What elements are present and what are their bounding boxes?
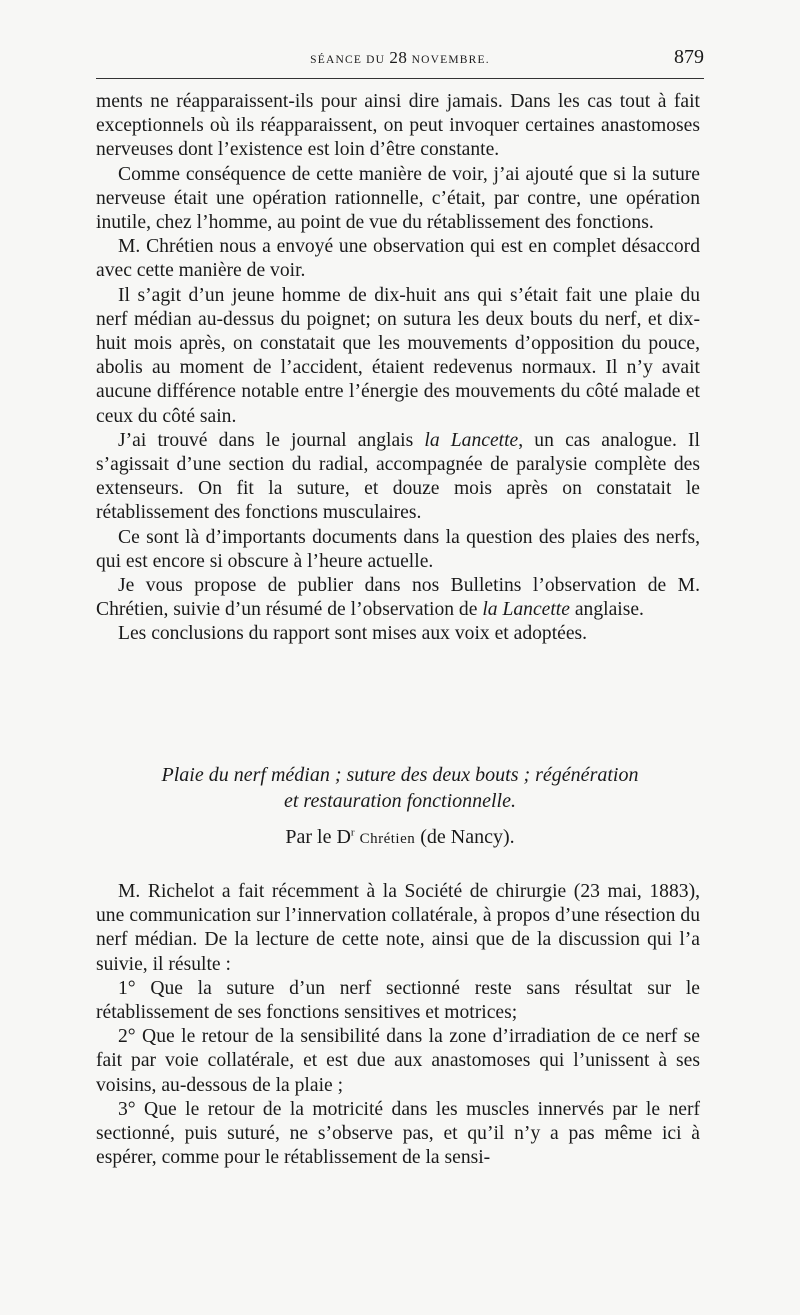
report-text <box>96 90 700 647</box>
paragraph: M. Richelot a fait récemment à la Société de chirurgie (23 mai, 1883), une communication sur l’innervation collatérale, à propos d’une résection du nerf médian. De la lecture de cette note, ainsi que de la discussion qui l’a suivie, il résulte : <box>96 881 700 975</box>
author-name: Chrétien <box>359 831 416 847</box>
running-title-month: NOVEMBRE. <box>411 54 490 66</box>
article-text <box>96 880 700 1170</box>
article-byline <box>96 826 704 849</box>
article-title-line: et restauration fonctionnelle. <box>283 790 516 812</box>
paragraph-text: J’ai trouvé dans le journal anglais <box>118 429 425 451</box>
paragraph: 1° Que la suture d’un nerf sectionné reste sans résultat sur le rétablissement de ses fonctions sensitives et motrices; <box>96 977 700 1024</box>
running-title <box>96 48 704 68</box>
paragraph <box>96 429 700 526</box>
article-title <box>96 762 704 814</box>
paragraph: Il s’agit d’un jeune homme de dix-huit ans qui s’était fait une plaie du nerf médian au-dessus du poignet; on sutura les deux bouts du nerf, et dix-huit mois après, on constatait que les mouvements d’opposition du pouce, abolis au moment de l’accident, étaient redevenus normaux. Il n’y avait aucune différence notable entre l’énergie des mouvements du côté malade et ceux du côté sain. <box>96 284 700 427</box>
paragraph: Ce sont là d’importants documents dans la question des plaies des nerfs, qui est encore si obscure à l’heure actuelle. <box>96 526 700 572</box>
journal-title: la Lancette <box>482 599 570 621</box>
running-title-day: 28 <box>389 48 408 67</box>
paragraph-text: anglaise. <box>569 599 644 621</box>
paragraph: 3° Que le retour de la motricité dans les muscles innervés par le nerf sectionné, puis suturé, ne s’observe pas, et qu’il n’y a pas même ici à espérer, comme pour le rétablissement de la sensi- <box>96 1098 700 1169</box>
paragraph: Comme conséquence de cette manière de voir, j’ai ajouté que si la suture nerveuse était une opération rationnelle, c’était, par contre, une opération inutile, chez l’homme, au point de vue du rétablissement des fonctions. <box>96 163 700 234</box>
paragraph <box>96 574 700 622</box>
byline-suffix: (de Nancy). <box>420 826 515 848</box>
byline-sup: r <box>350 826 355 839</box>
running-head <box>96 46 704 74</box>
byline-prefix: Par le D <box>285 826 351 848</box>
running-title-prefix: SÉANCE DU <box>310 54 386 66</box>
paragraph: ments ne réapparaissent-ils pour ainsi dire jamais. Dans les cas tout à fait exceptionnels où ils réapparaissent, on peut invoquer certaines anastomoses nerveuses dont l’existence est loin d’être constante. <box>96 91 700 161</box>
paragraph: 2° Que le retour de la sensibilité dans la zone d’irradiation de ce nerf se fait par voie collatérale, et est due aux anastomoses qui l’unissent à ses voisins, au-dessous de la plaie ; <box>96 1026 700 1096</box>
paragraph-text: , un cas analogue. Il s’agissait d’une section du radial, accompagnée de paralysie complète des extenseurs. On fit la suture, et douze mois après on constatait le rétablissement des fonctions musculaires. <box>96 429 700 524</box>
article-title-line: Plaie du nerf médian ; suture des deux bouts ; régénération <box>161 764 639 786</box>
page-number: 879 <box>674 46 704 68</box>
paragraph: Les conclusions du rapport sont mises aux voix et adoptées. <box>118 623 588 645</box>
journal-title: la Lancette <box>424 429 519 451</box>
header-rule <box>96 78 704 79</box>
paragraph-text: Je vous propose de publier dans nos Bulletins l’observation de M. Chrétien, suivie d’un résumé de l’observation de <box>96 575 700 621</box>
paragraph: M. Chrétien nous a envoyé une observation qui est en complet désaccord avec cette manière de voir. <box>96 236 700 282</box>
